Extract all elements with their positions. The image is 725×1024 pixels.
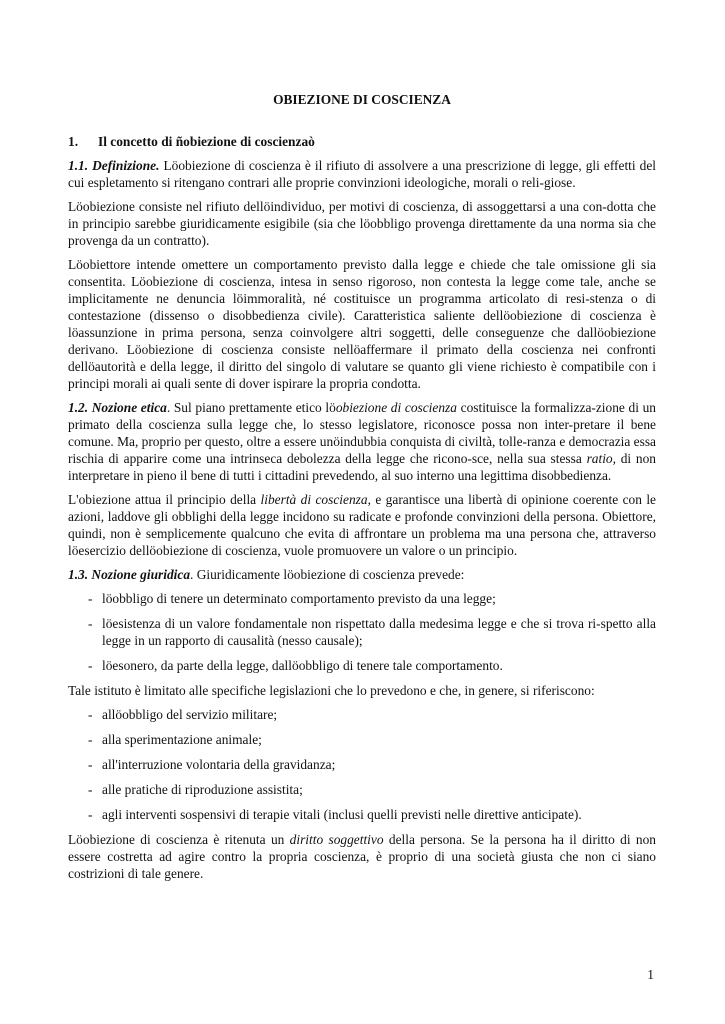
emphasis: diritto soggettivo — [289, 832, 384, 847]
subsection-label: 1.3. Nozione giuridica — [68, 567, 191, 582]
list-item: - allöobbligo del servizio militare; — [90, 706, 656, 723]
subsection-label: 1.2. Nozione etica — [68, 400, 167, 415]
paragraph-text: . Sul piano prettamente etico lö — [166, 400, 336, 415]
list-item: - alla sperimentazione animale; — [90, 731, 656, 748]
paragraph — [68, 491, 656, 559]
paragraph: Tale istituto è limitato alle specifiche legislazioni che lo prevedono e che, in genere, si riferiscono: — [68, 683, 595, 698]
dash-list — [68, 590, 656, 674]
dash-list — [68, 706, 656, 823]
paragraph: Löobiezione consiste nel rifiuto dellöindividuo, per motivi di coscienza, di assoggettarsi a una con-dotta che in principio sarebbe giuridicamente esigibile (sia che löobbligo provenga direttamente da una norma sia che provenga da un contratto). — [68, 199, 656, 248]
document-body — [68, 157, 656, 889]
emphasis: ratio, — [586, 451, 616, 466]
paragraph-text: , e garantisce una libertà di opinione coerente con le azioni, laddove gli obblighi della legge incidono su radicate e profonde convinzioni della persona. Obiettore, quindi, non è semplicemente qualcuno che evita di affrontare un problema ma una persona che, attraverso löesercizio dellöobiezione di coscienza, vuole promuovere un valore o un principio. — [68, 492, 656, 558]
list-item: - agli interventi sospensivi di terapie vitali (inclusi quelli previsti nelle direttive anticipate). — [90, 806, 656, 823]
paragraph-text: . Giuridicamente löobiezione di coscienza prevede: — [190, 567, 465, 582]
list-item: - löobbligo di tenere un determinato comportamento previsto da una legge; — [90, 590, 656, 607]
emphasis: libertà di coscienza — [260, 492, 368, 507]
list-item: - löesonero, da parte della legge, dallöobbligo di tenere tale comportamento. — [90, 657, 656, 674]
list-item: - alle pratiche di riproduzione assistita; — [90, 781, 656, 798]
list-item: - löesistenza di un valore fondamentale non rispettato dalla medesima legge e che si trova ri-spetto alla legge in un rapporto di causalità (nesso causale); — [90, 615, 656, 649]
paragraph-text: L'obiezione attua il principio della — [68, 492, 261, 507]
list-item: - all'interruzione volontaria della gravidanza; — [90, 756, 656, 773]
paragraph-text: di non interpretare in pieno il bene di tutti i cittadini prevedendo, al suo interno una legittima disobbedienza. — [68, 451, 657, 483]
paragraph — [68, 157, 656, 191]
paragraph — [68, 399, 656, 484]
section-title: Il concetto di ñobiezione di coscienzaò — [98, 134, 315, 149]
paragraph-text: Löobiezione di coscienza è il rifiuto di assolvere a una prescrizione di legge, gli effetti del cui espletamento si ritengano contrari alle proprie convinzioni ideologiche, morali o reli-giose. — [68, 158, 656, 190]
paragraph-text: Löobiezione di coscienza è ritenuta un — [68, 832, 290, 847]
paragraph-text: costituisce la formalizza-zione di un primato della coscienza sulla legge che, lo stesso legislatore, riconosce possa non inter-pretare il bene comune. Ma, proprio per questo, oltre a essere unöindubbia conquista di civiltà, tolle-ranza e democrazia essa rischia di apparire come una intrinseca debolezza della legge che ricono-sce, nella sua stessa — [68, 400, 657, 466]
subsection-label: 1.1. Definizione. — [68, 158, 160, 173]
paragraph — [68, 566, 656, 583]
document-title: OBIEZIONE DI COSCIENZA — [273, 92, 451, 107]
paragraph — [68, 831, 656, 882]
section-number: 1. — [68, 134, 79, 149]
section-heading — [68, 133, 315, 150]
emphasis: obiezione di coscienza — [335, 400, 457, 415]
paragraph-text: della persona. Se la persona ha il diritto di non essere costretta ad agire contro la propria coscienza, è proprio di una società giusta che non ci siano costrizioni di tale genere. — [68, 832, 657, 881]
page-number: 1 — [647, 967, 654, 982]
paragraph: Löobiettore intende omettere un comportamento previsto dalla legge e chiede che tale omissione gli sia consentita. Löobiezione di coscienza, intesa in senso rigoroso, non contesta la legge come tale, anche se implicitamente ne denuncia löimmoralità, né costituisce un programma articolato di resi-stenza o di contestazione (dissenso o disobbedienza civile). Caratteristica saliente dellöobiezione di coscienza è löassunzione in prima persona, senza coinvolgere altri soggetti, delle conseguenze che dallöobiezione derivano. Löobiezione di coscienza consiste nellöaffermare il primato della coscienza nei confronti dellöautorità e della legge, il diritto del singolo di valutare se quanto gli viene richiesto è compatibile con i principi morali ai quali sente di dover ispirare la propria condotta. — [68, 257, 656, 391]
